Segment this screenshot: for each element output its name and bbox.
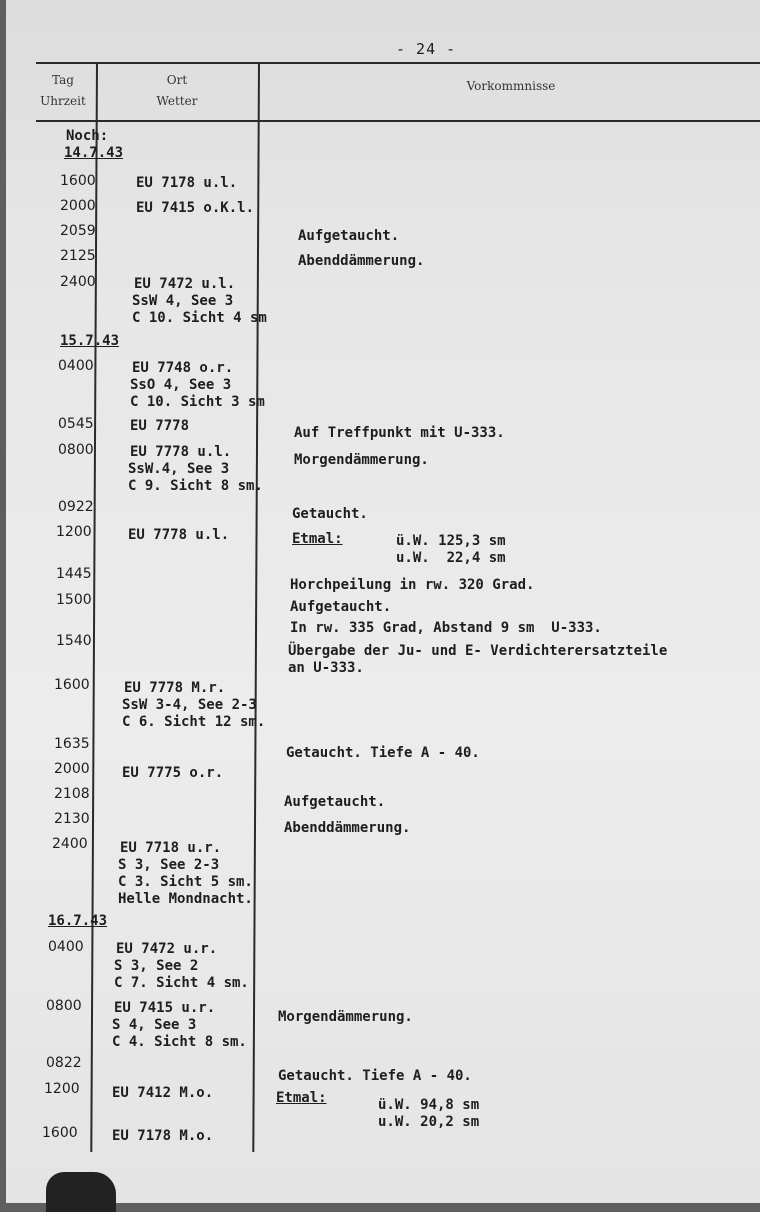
time-0400: 0400 bbox=[48, 939, 84, 955]
date-heading-15-7-43: 15.7.43 bbox=[60, 333, 120, 349]
column-divider-2 bbox=[252, 62, 260, 1152]
time-0545: 0545 bbox=[58, 416, 94, 432]
event-entry: Aufgetaucht. bbox=[284, 794, 386, 810]
header-tag-uhrzeit bbox=[32, 70, 94, 112]
header-bottom-rule bbox=[36, 120, 760, 122]
header-ort-wetter bbox=[98, 70, 256, 112]
time-0800: 0800 bbox=[46, 998, 82, 1014]
etmal-submerged: u.W. 20,2 sm bbox=[378, 1114, 480, 1130]
time-1600: 1600 bbox=[42, 1125, 78, 1141]
etmal-label: Etmal: bbox=[276, 1090, 327, 1106]
header-vorkommnisse: Vorkommnisse bbox=[466, 79, 556, 93]
visibility-entry: C 6. Sicht 12 sm. bbox=[122, 714, 266, 730]
time-0400: 0400 bbox=[58, 358, 94, 374]
etmal-surface: ü.W. 94,8 sm bbox=[378, 1097, 480, 1113]
position-entry: EU 7778 bbox=[130, 418, 190, 434]
time-1200: 1200 bbox=[44, 1081, 80, 1097]
position-entry: EU 7748 o.r. bbox=[132, 360, 234, 376]
visibility-entry: C 10. Sicht 4 sm bbox=[132, 310, 267, 326]
event-entry: Aufgetaucht. bbox=[290, 599, 392, 615]
weather-entry: S 4, See 3 bbox=[112, 1017, 197, 1033]
event-entry: Aufgetaucht. bbox=[298, 228, 400, 244]
time-0822: 0822 bbox=[46, 1055, 82, 1071]
weather-entry: SsW 4, See 3 bbox=[132, 293, 234, 309]
event-entry: In rw. 335 Grad, Abstand 9 sm U-333. bbox=[290, 620, 602, 636]
continued-label: Noch: bbox=[66, 128, 109, 144]
time-1600: 1600 bbox=[54, 677, 90, 693]
header-uhrzeit: Uhrzeit bbox=[40, 94, 86, 108]
event-entry: Übergabe der Ju- und E- Verdichterersatzteile bbox=[288, 643, 668, 659]
position-entry: EU 7775 o.r. bbox=[122, 765, 224, 781]
date-heading-16-7-43: 16.7.43 bbox=[48, 913, 108, 929]
header-wetter: Wetter bbox=[156, 94, 198, 108]
event-entry: an U-333. bbox=[288, 660, 364, 676]
event-entry: Abenddämmerung. bbox=[298, 253, 425, 269]
document-page bbox=[6, 0, 760, 1203]
event-entry: Abenddämmerung. bbox=[284, 820, 411, 836]
page-number: - 24 - bbox=[396, 40, 457, 58]
weather-entry: SsW 3-4, See 2-3 bbox=[122, 697, 257, 713]
position-entry: EU 7472 u.r. bbox=[116, 941, 218, 957]
time-1445: 1445 bbox=[56, 566, 92, 582]
time-2000: 2000 bbox=[54, 761, 90, 777]
date-heading-14-7-43: 14.7.43 bbox=[64, 145, 124, 161]
time-1600: 1600 bbox=[60, 173, 96, 189]
position-entry: EU 7472 u.l. bbox=[134, 276, 236, 292]
position-entry: EU 7178 u.l. bbox=[136, 175, 238, 191]
event-entry: Auf Treffpunkt mit U-333. bbox=[294, 425, 505, 441]
header-top-rule bbox=[36, 62, 760, 64]
position-entry: EU 7178 M.o. bbox=[112, 1128, 214, 1144]
event-entry: Getaucht. bbox=[292, 506, 368, 522]
time-2108: 2108 bbox=[54, 786, 90, 802]
position-entry: EU 7778 M.r. bbox=[124, 680, 226, 696]
weather-entry: SsO 4, See 3 bbox=[130, 377, 232, 393]
visibility-entry: C 9. Sicht 8 sm. bbox=[128, 478, 263, 494]
scanner-thumb-shadow bbox=[46, 1172, 116, 1212]
event-entry: Getaucht. Tiefe A - 40. bbox=[286, 745, 480, 761]
weather-entry: S 3, See 2-3 bbox=[118, 857, 220, 873]
time-2000: 2000 bbox=[60, 198, 96, 214]
remark-entry: Helle Mondnacht. bbox=[118, 891, 253, 907]
position-entry: EU 7778 u.l. bbox=[128, 527, 230, 543]
etmal-label: Etmal: bbox=[292, 531, 343, 547]
time-1540: 1540 bbox=[56, 633, 92, 649]
visibility-entry: C 3. Sicht 5 sm. bbox=[118, 874, 253, 890]
event-entry: Getaucht. Tiefe A - 40. bbox=[278, 1068, 472, 1084]
time-2400: 2400 bbox=[60, 274, 96, 290]
time-2400: 2400 bbox=[52, 836, 88, 852]
position-entry: EU 7718 u.r. bbox=[120, 840, 222, 856]
visibility-entry: C 4. Sicht 8 sm. bbox=[112, 1034, 247, 1050]
time-0922: 0922 bbox=[58, 499, 94, 515]
position-entry: EU 7412 M.o. bbox=[112, 1085, 214, 1101]
visibility-entry: C 10. Sicht 3 sm bbox=[130, 394, 265, 410]
time-1635: 1635 bbox=[54, 736, 90, 752]
time-2125: 2125 bbox=[60, 248, 96, 264]
time-2059: 2059 bbox=[60, 223, 96, 239]
position-entry: EU 7415 u.r. bbox=[114, 1000, 216, 1016]
weather-entry: S 3, See 2 bbox=[114, 958, 199, 974]
etmal-submerged: u.W. 22,4 sm bbox=[396, 550, 506, 566]
time-1200: 1200 bbox=[56, 524, 92, 540]
position-entry: EU 7415 o.K.l. bbox=[136, 200, 255, 216]
visibility-entry: C 7. Sicht 4 sm. bbox=[114, 975, 249, 991]
position-entry: EU 7778 u.l. bbox=[130, 444, 232, 460]
weather-entry: SsW.4, See 3 bbox=[128, 461, 230, 477]
header-tag: Tag bbox=[52, 73, 74, 87]
event-entry: Morgendämmerung. bbox=[294, 452, 429, 468]
event-entry: Morgendämmerung. bbox=[278, 1009, 413, 1025]
header-ort: Ort bbox=[166, 73, 188, 87]
event-entry: Horchpeilung in rw. 320 Grad. bbox=[290, 577, 535, 593]
time-2130: 2130 bbox=[54, 811, 90, 827]
time-1500: 1500 bbox=[56, 592, 92, 608]
etmal-surface: ü.W. 125,3 sm bbox=[396, 533, 506, 549]
time-0800: 0800 bbox=[58, 442, 94, 458]
